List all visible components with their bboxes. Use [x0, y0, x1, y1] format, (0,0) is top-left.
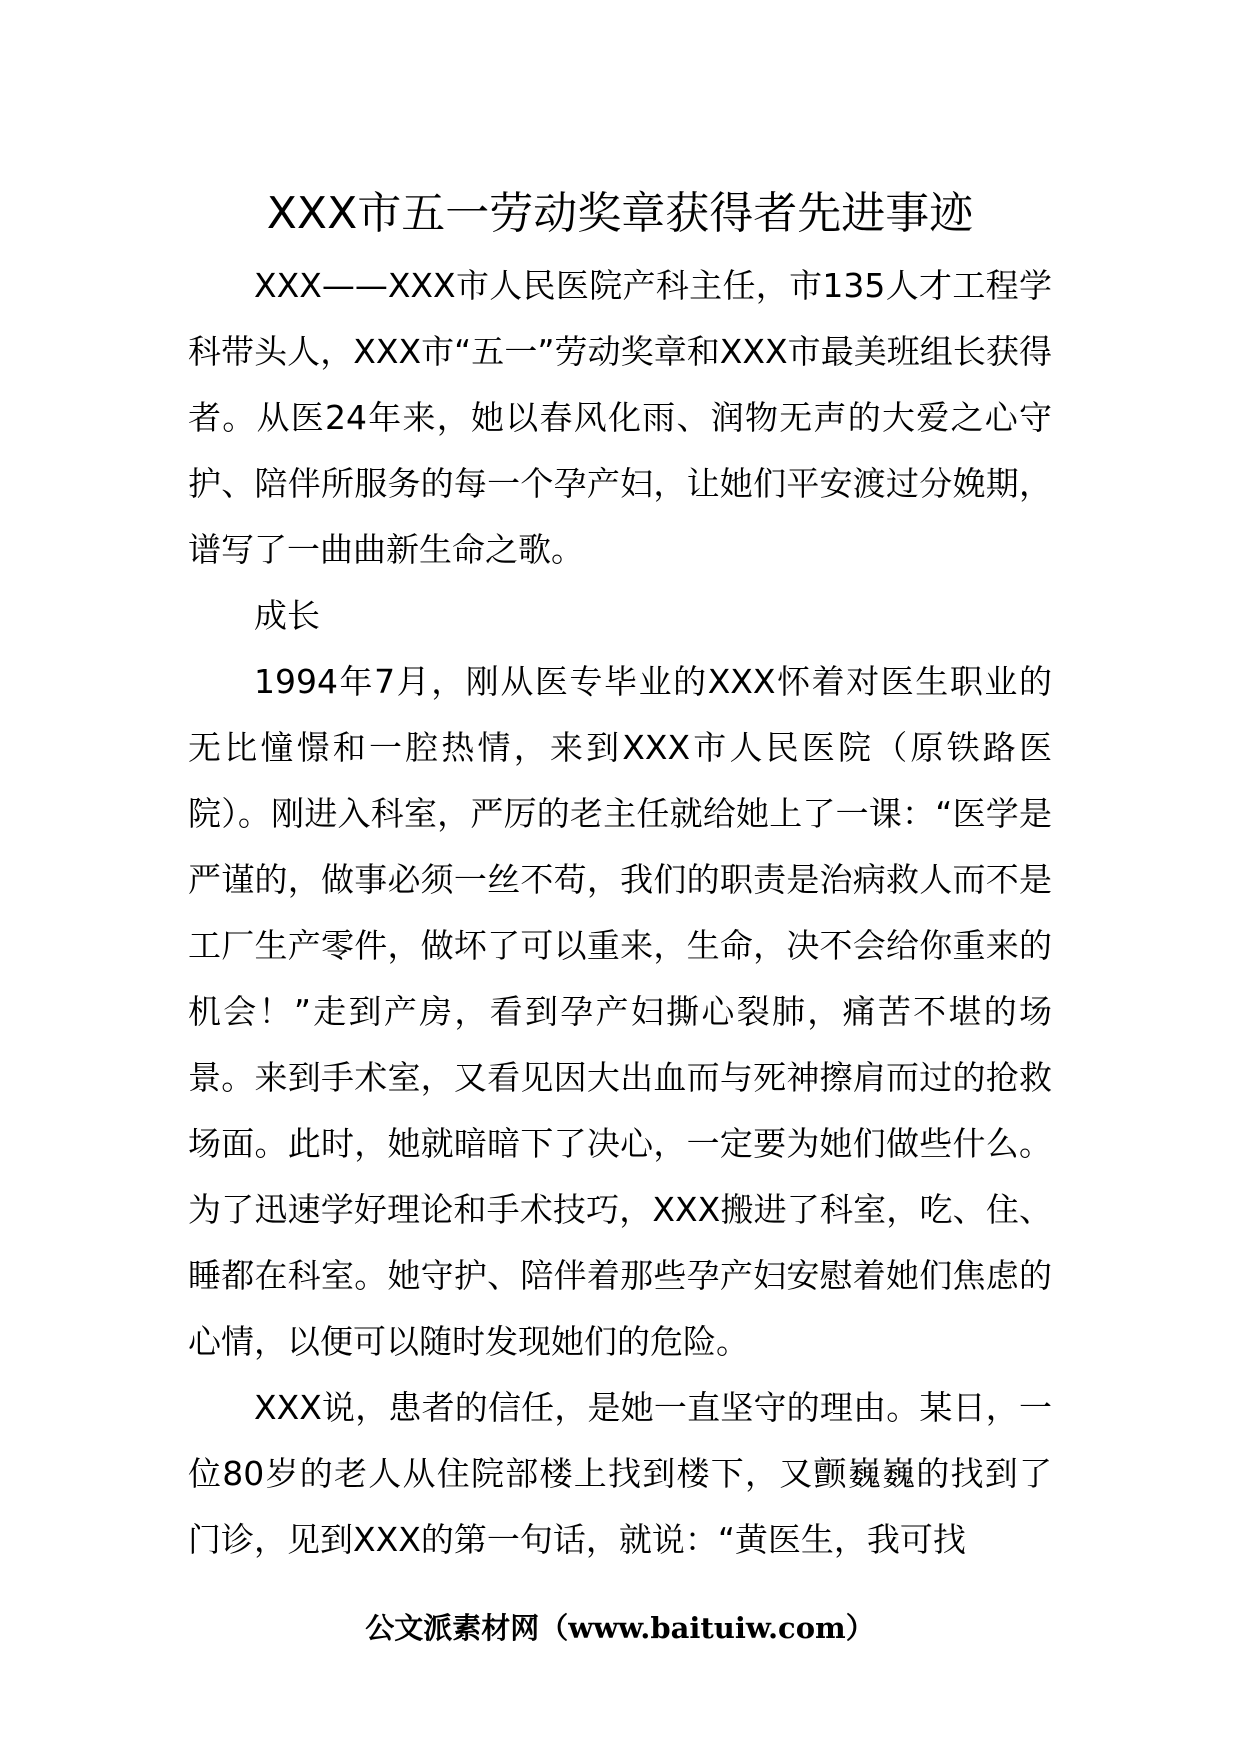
footer-watermark: 公文派素材网（www.baituiw.com） — [365, 1611, 875, 1645]
document-title: XXX市五一劳动奖章获得者先进事迹 — [266, 188, 974, 239]
paragraph-growth: 1994年7月，刚从医专毕业的XXX怀着对医生职业的无比憧憬和一腔热情，来到XXX市人民医院（原铁路医院）。刚进入科室，严厉的老主任就给她上了一课：“医学是严谨的，做事必须一丝不苟，我们的职责是治病救人而不是工厂生产零件，做坏了可以重来，生命，决不会给你重来的机会！”走到产房，看到孕产妇撕心裂肺，痛苦不堪的场景。来到手术室，又看见因大出血而与死神擦肩而过的抢救场面。此时，她就暗暗下了决心，一定要为她们做些什么。为了迅速学好理论和手术技巧，XXX搬进了科室，吃、住、睡都在科室。她守护、陪伴着那些孕产妇安慰着她们焦虑的心情，以便可以随时发现她们的危险。 — [188, 662, 1052, 1361]
document-body — [188, 253, 1052, 1573]
section-heading-growth: 成长 — [254, 596, 320, 635]
paragraph-intro: XXX——XXX市人民医院产科主任，市135人才工程学科带头人，XXX市“五一”劳动奖章和XXX市最美班组长获得者。从医24年来，她以春风化雨、润物无声的大爱之心守护、陪伴所服务的每一个孕产妇，让她们平安渡过分娩期，谱写了一曲曲新生命之歌。 — [188, 266, 1052, 569]
paragraph-trust: XXX说，患者的信任，是她一直坚守的理由。某日，一位80岁的老人从住院部楼上找到楼下，又颤巍巍的找到了门诊，见到XXX的第一句话，就说：“黄医生，我可找 — [188, 1388, 1052, 1559]
